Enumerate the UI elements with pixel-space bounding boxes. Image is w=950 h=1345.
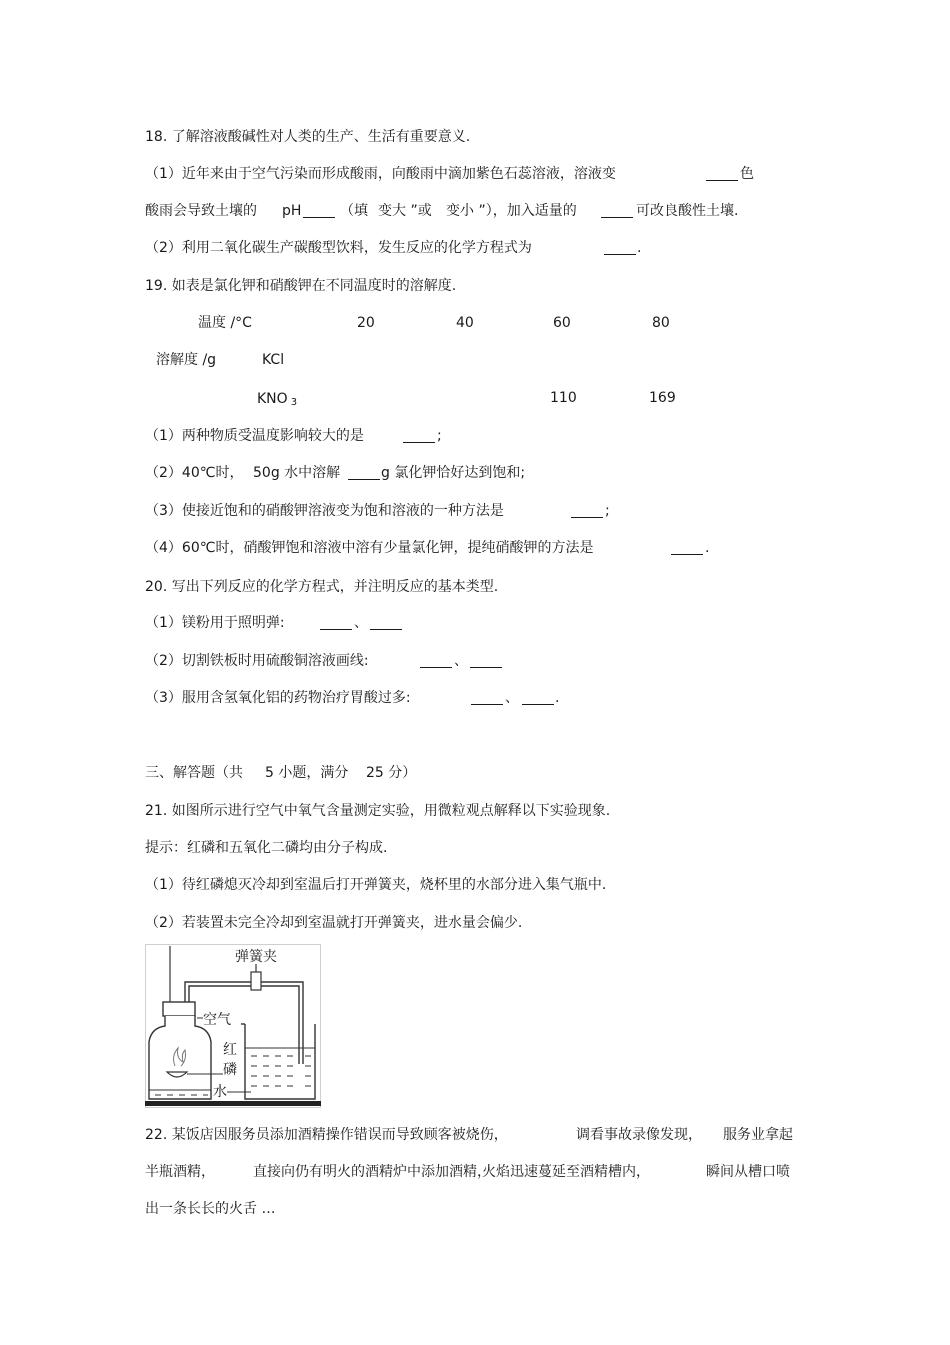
air-label: 空气 — [203, 1012, 231, 1028]
q18-period: . — [637, 240, 642, 256]
q22-text: 火焰迅速蔓延至酒精槽内， — [482, 1164, 650, 1180]
table-temp-cell: 20 — [357, 315, 375, 331]
q20-title: 20. 写出下列反应的化学方程式，并注明反应的基本类型. — [145, 579, 499, 595]
q19-part2c: g 氯化钾恰好达到饱和; — [381, 465, 526, 481]
q18-ph: pH — [282, 203, 302, 219]
q19-semicolon: ; — [605, 503, 610, 519]
q19-part2b: 50g 水中溶解 — [253, 465, 341, 481]
clamp-label: 弹簧夹 — [235, 949, 277, 965]
q19-part4: （4）60℃时，硝酸钾饱和溶液中溶有少量氯化钾，提纯硝酸钾的方法是 — [145, 540, 594, 556]
q20-period: . — [555, 690, 560, 706]
q18-color-word: 色 — [740, 166, 754, 182]
answer-blank[interactable] — [671, 540, 703, 555]
q19-part1: （1）两种物质受温度影响较大的是 — [145, 428, 364, 444]
answer-blank[interactable] — [320, 615, 352, 630]
spring-clamp — [251, 972, 261, 990]
answer-blank[interactable] — [470, 653, 502, 668]
answer-blank[interactable] — [420, 653, 452, 668]
answer-blank[interactable] — [471, 690, 503, 705]
section-heading: 三、解答题（共 — [145, 765, 243, 781]
answer-blank[interactable] — [348, 465, 380, 480]
q20-part3: （3）服用含氢氧化铝的药物治疗胃酸过多: — [145, 690, 411, 706]
q18-text: 酸雨会导致土壤的 — [145, 203, 257, 219]
q18-text: （填 — [340, 203, 368, 219]
q19-part3: （3）使接近饱和的硝酸钾溶液变为饱和溶液的一种方法是 — [145, 503, 504, 519]
apparatus-diagram — [145, 944, 321, 1108]
table-solubility-label: 溶解度 /g — [156, 352, 217, 368]
q21-part1: （1）待红磷熄灭冷却到室温后打开弹簧夹，烧杯里的水部分进入集气瓶中. — [145, 877, 607, 893]
q18-title: 18. 了解溶液酸碱性对人类的生产、生活有重要意义. — [145, 129, 471, 145]
water-label: 水 — [213, 1084, 227, 1100]
q18-text: 变大 ”或 — [378, 203, 432, 219]
q19-title: 19. 如表是氯化钾和硝酸钾在不同温度时的溶解度. — [145, 278, 457, 294]
table-kno3-cell: 110 — [550, 390, 577, 406]
q18-part2: （2）利用二氧化碳生产碳酸型饮料，发生反应的化学方程式为 — [145, 240, 532, 256]
q22-text: 22. 某饭店因服务员添加酒精操作错误而导致顾客被烧伤， — [145, 1127, 508, 1143]
q21-part2: （2）若装置未完全冷却到室温就打开弹簧夹，进水量会偏少. — [145, 915, 523, 931]
q18-part1-line1: （1）近年来由于空气污染而形成酸雨，向酸雨中滴加紫色石蕊溶液，溶液变 — [145, 166, 616, 182]
q22-text: 半瓶酒精， — [145, 1164, 215, 1180]
q19-part2a: （2）40℃时， — [145, 465, 244, 481]
q21-title: 21. 如图所示进行空气中氧气含量测定实验，用微粒观点解释以下实验现象. — [145, 803, 611, 819]
gas-bottle — [149, 1016, 211, 1099]
q20-separator: 、 — [454, 653, 468, 669]
q22-text: 瞬间从槽口喷 — [706, 1164, 790, 1180]
q21-hint: 提示：红磷和五氧化二磷均由分子构成. — [145, 840, 388, 856]
answer-blank[interactable] — [571, 503, 603, 518]
q18-text: 可改良酸性土壤. — [636, 203, 739, 219]
q22-text: 调看事故录像发现， — [576, 1127, 702, 1143]
red-phos-label-2: 磷 — [223, 1062, 237, 1078]
apparatus-figure — [145, 944, 321, 1108]
table-kno3-label: KNO $_3$ — [257, 391, 298, 408]
q22-text: 直接向仍有明火的酒精炉中添加酒精， — [253, 1164, 491, 1180]
table-kcl-label: KCl — [262, 352, 285, 368]
section-heading: 5 小题，满分 — [265, 765, 349, 781]
table-kno3-cell: 169 — [649, 390, 676, 406]
q19-period: . — [705, 540, 710, 556]
q20-separator: 、 — [354, 615, 368, 631]
table-temp-cell: 40 — [456, 315, 474, 331]
q19-semicolon: ; — [437, 428, 442, 444]
table-base — [145, 1101, 321, 1106]
answer-blank[interactable] — [522, 690, 554, 705]
section-heading: 25 分） — [366, 765, 417, 781]
table-temp-cell: 60 — [553, 315, 571, 331]
answer-blank[interactable] — [601, 203, 633, 218]
red-phos-label-1: 红 — [223, 1042, 237, 1058]
stopper — [163, 1002, 195, 1016]
q20-part1: （1）镁粉用于照明弹: — [145, 615, 285, 631]
answer-blank[interactable] — [403, 428, 435, 443]
table-temp-label: 温度 /°C — [198, 315, 252, 331]
q22-text: 服务业拿起 — [723, 1127, 793, 1143]
q18-text: 变小 ”），加入适量的 — [446, 203, 577, 219]
q20-part2: （2）切割铁板时用硫酸铜溶液画线: — [145, 653, 369, 669]
q20-separator: 、 — [505, 690, 519, 706]
answer-blank[interactable] — [604, 240, 636, 255]
table-temp-cell: 80 — [652, 315, 670, 331]
answer-blank[interactable] — [303, 203, 335, 218]
answer-blank[interactable] — [706, 166, 738, 181]
answer-blank[interactable] — [370, 615, 402, 630]
q22-text: 出一条长长的火舌 … — [145, 1201, 276, 1217]
